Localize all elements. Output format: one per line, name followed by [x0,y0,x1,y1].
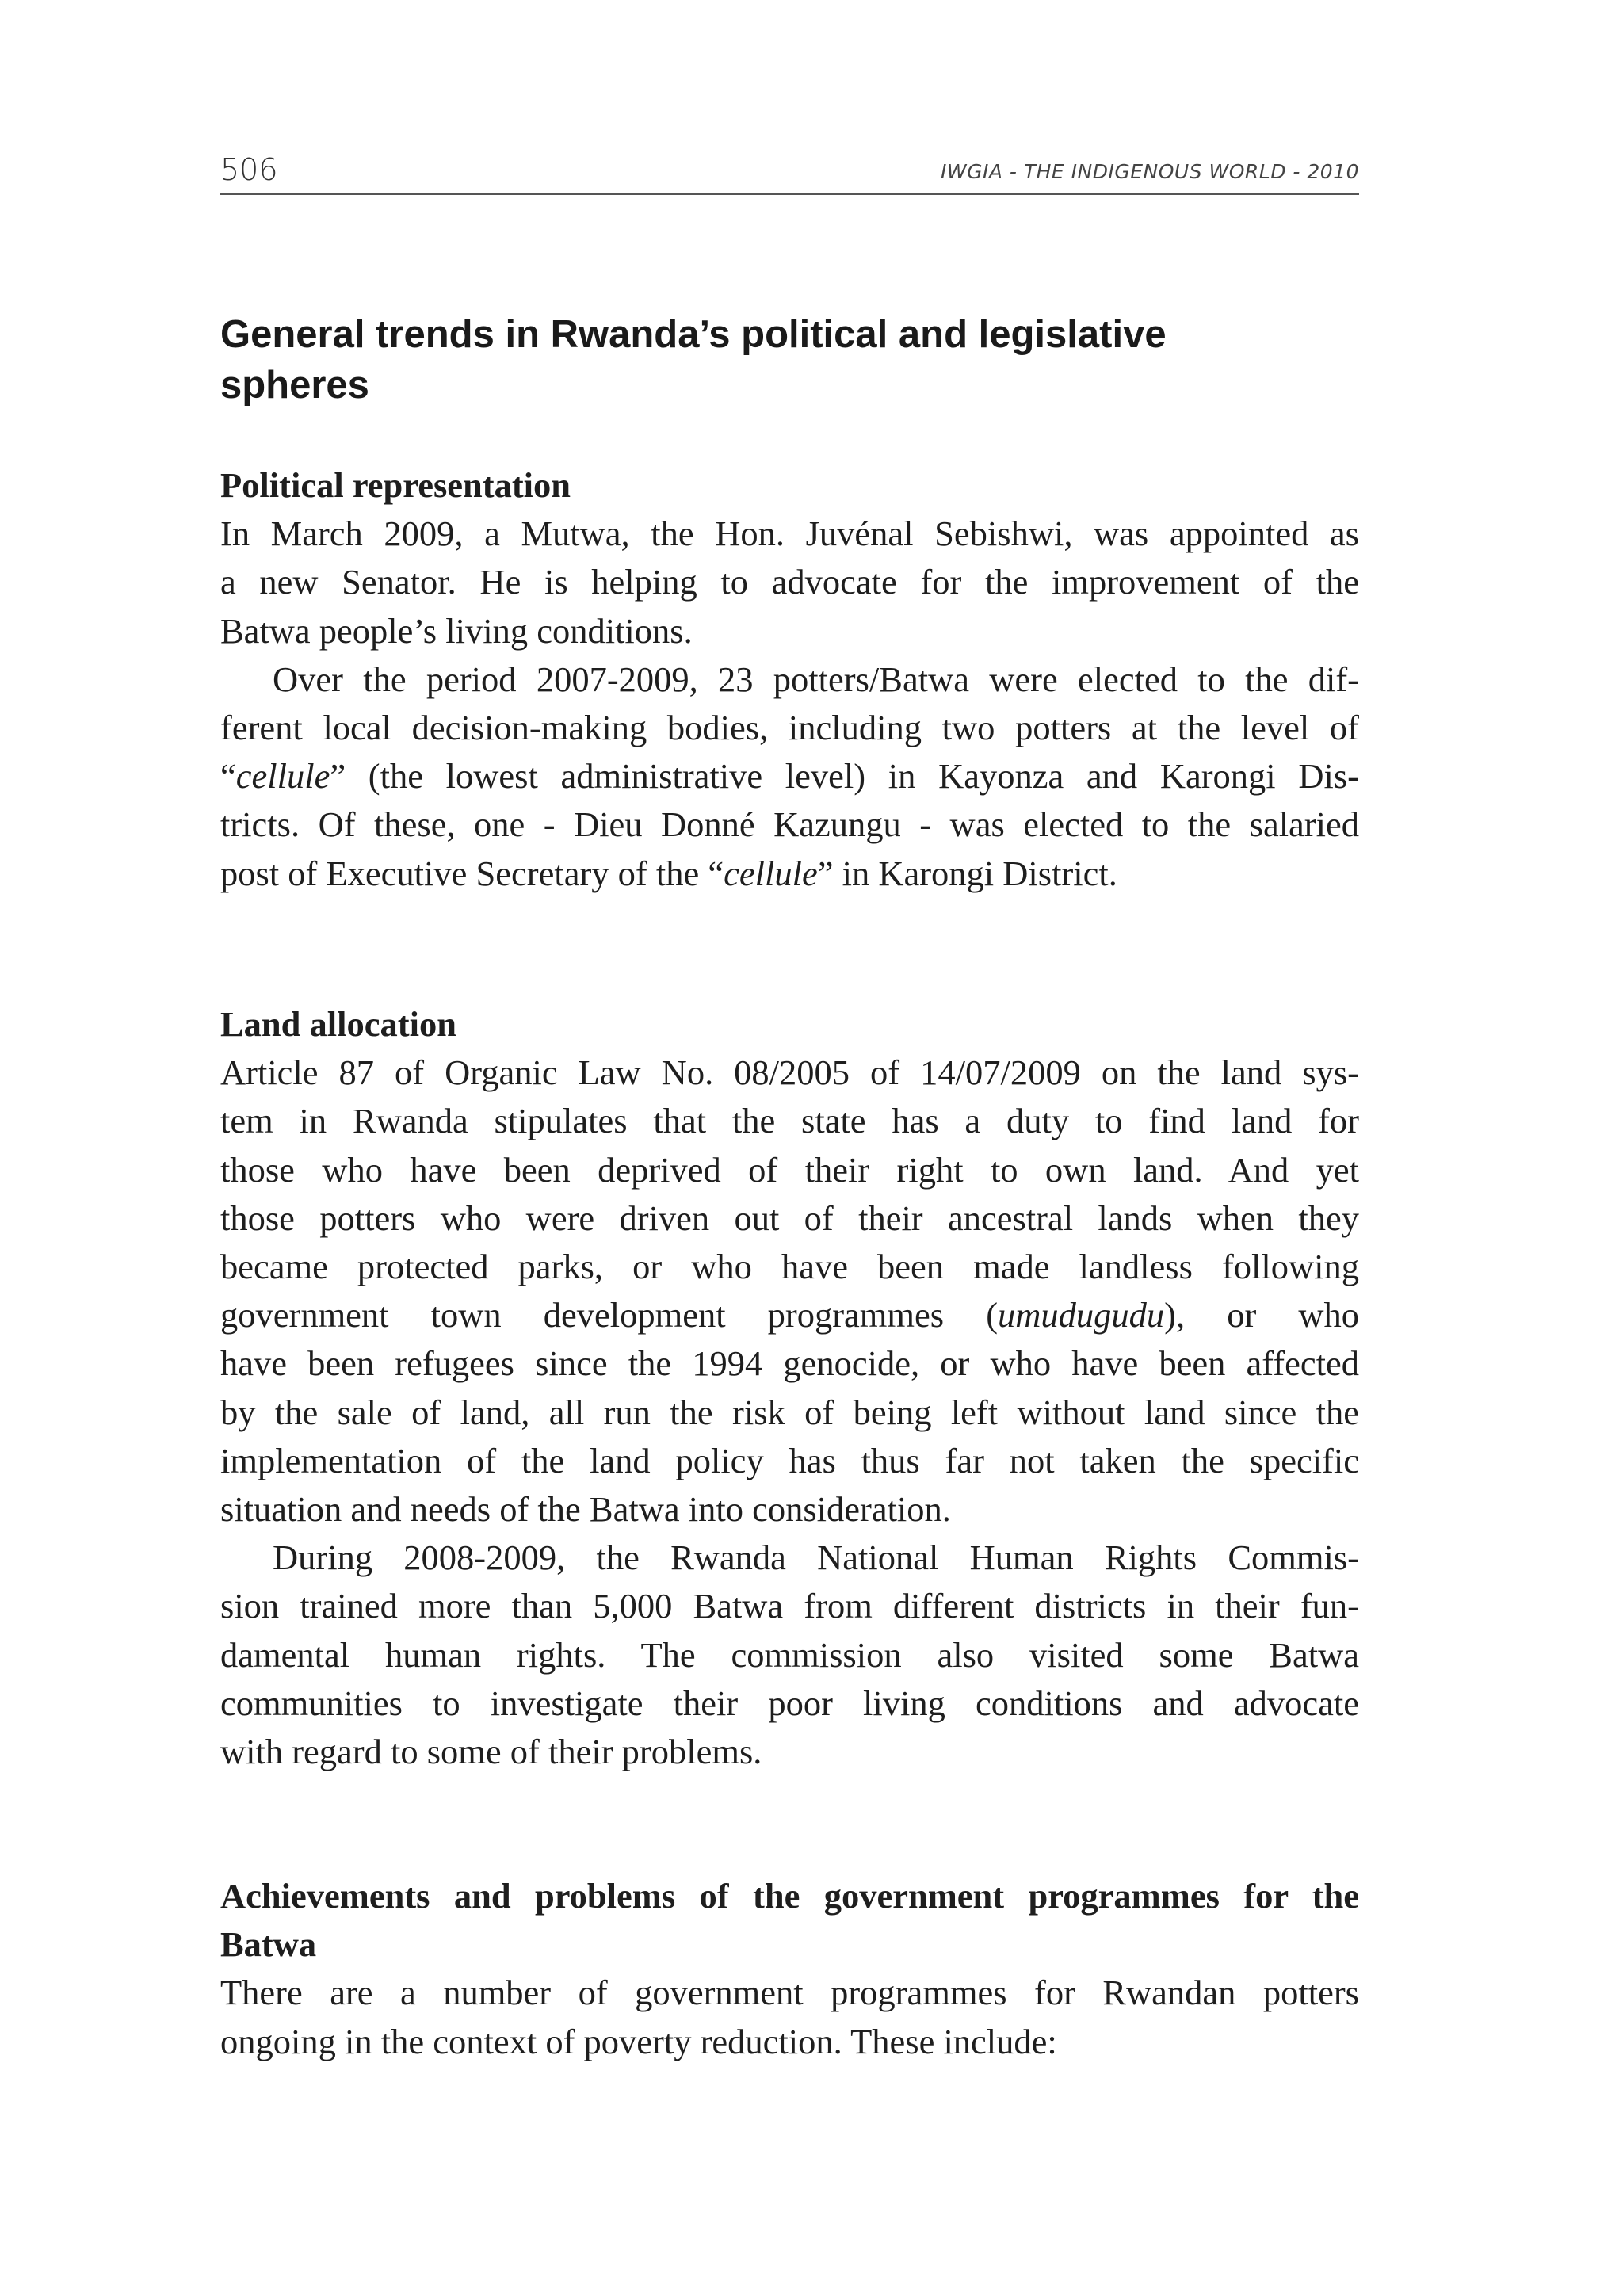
text-line: In March 2009, a Mutwa, the Hon. Juvénal Sebishwi, was appointed as [220,514,1359,554]
section-title [220,309,1359,411]
text-line: communities to investigate their poor living conditions and advocate [220,1683,1359,1723]
text-line: tem in Rwanda stipulates that the state has a duty to find land for [220,1101,1359,1141]
paragraph [220,1534,1359,1776]
running-title: IWGIA - THE INDIGENOUS WORLD - 2010 [940,160,1359,183]
subsection-heading-land-allocation: Land allocation [220,1004,456,1044]
page-number: 506 [220,152,278,187]
political-representation-section [220,461,1359,898]
land-allocation-section [220,1000,1359,1776]
text-line: Article 87 of Organic Law No. 08/2005 of 14/07/2009 on the land sys- [220,1052,1359,1093]
paragraph [220,510,1359,655]
text-line: During 2008-2009, the Rwanda National Human Rights Commis- [273,1538,1359,1578]
italic-term: cellule [235,756,330,797]
text-line: implementation of the land policy has thus far not taken the specific [220,1440,1359,1480]
text-line: became protected parks, or who have been made landless following [220,1247,1359,1287]
text-line: Over the period 2007-2009, 23 potters/Batwa were elected to the dif- [273,659,1359,699]
section-title-line: General trends in Rwanda’s political and legislative [220,313,1167,356]
text-line: have been refugees since the 1994 genocide, or who have been affected [220,1343,1359,1384]
text-line: damental human rights. The commission also visited some Batwa [220,1634,1359,1675]
running-header [220,152,1359,195]
text-line: situation and needs of the Batwa into consideration. [220,1489,951,1530]
italic-term: umudugudu [998,1295,1165,1335]
text-line: by the sale of land, all run the risk of being left without land since the [220,1392,1359,1432]
text-line: a new Senator. He is helping to advocate for the improvement of the [220,562,1359,602]
subsection-heading-achievements [220,1872,1359,1969]
text-line: tricts. Of these, one - Dieu Donné Kazungu - was elected to the salaried [220,804,1359,845]
text-line: those who have been deprived of their right to own land. And yet [220,1149,1359,1190]
paragraph [220,655,1359,898]
section-title-line: spheres [220,364,369,407]
italic-term: cellule [724,853,818,893]
text-line: ferent local decision-making bodies, including two potters at the level of [220,708,1359,748]
text-line: sion trained more than 5,000 Batwa from different districts in their fun- [220,1586,1359,1626]
text-line: There are a number of government programmes for Rwandan potters [220,1973,1359,2013]
text-line: those potters who were driven out of their ancestral lands when they [220,1198,1359,1238]
achievements-section [220,1872,1359,2066]
paragraph [220,1969,1359,2065]
text-line: with regard to some of their problems. [220,1732,762,1772]
text-line: “cellule” (the lowest administrative level) in Kayonza and Karongi Dis- [220,756,1359,797]
text-line: Batwa people’s living conditions. [220,610,693,651]
text-line: post of Executive Secretary of the “cellule” in Karongi District. [220,853,1117,893]
heading-line: Achievements and problems of the government programmes for the [220,1876,1359,1916]
heading-line: Batwa [220,1924,317,1965]
text-line: ongoing in the context of poverty reduction. These include: [220,2021,1057,2061]
subsection-heading-political-representation: Political representation [220,465,571,505]
paragraph [220,1049,1359,1534]
text-line: government town development programmes (umudugudu), or who [220,1295,1359,1335]
